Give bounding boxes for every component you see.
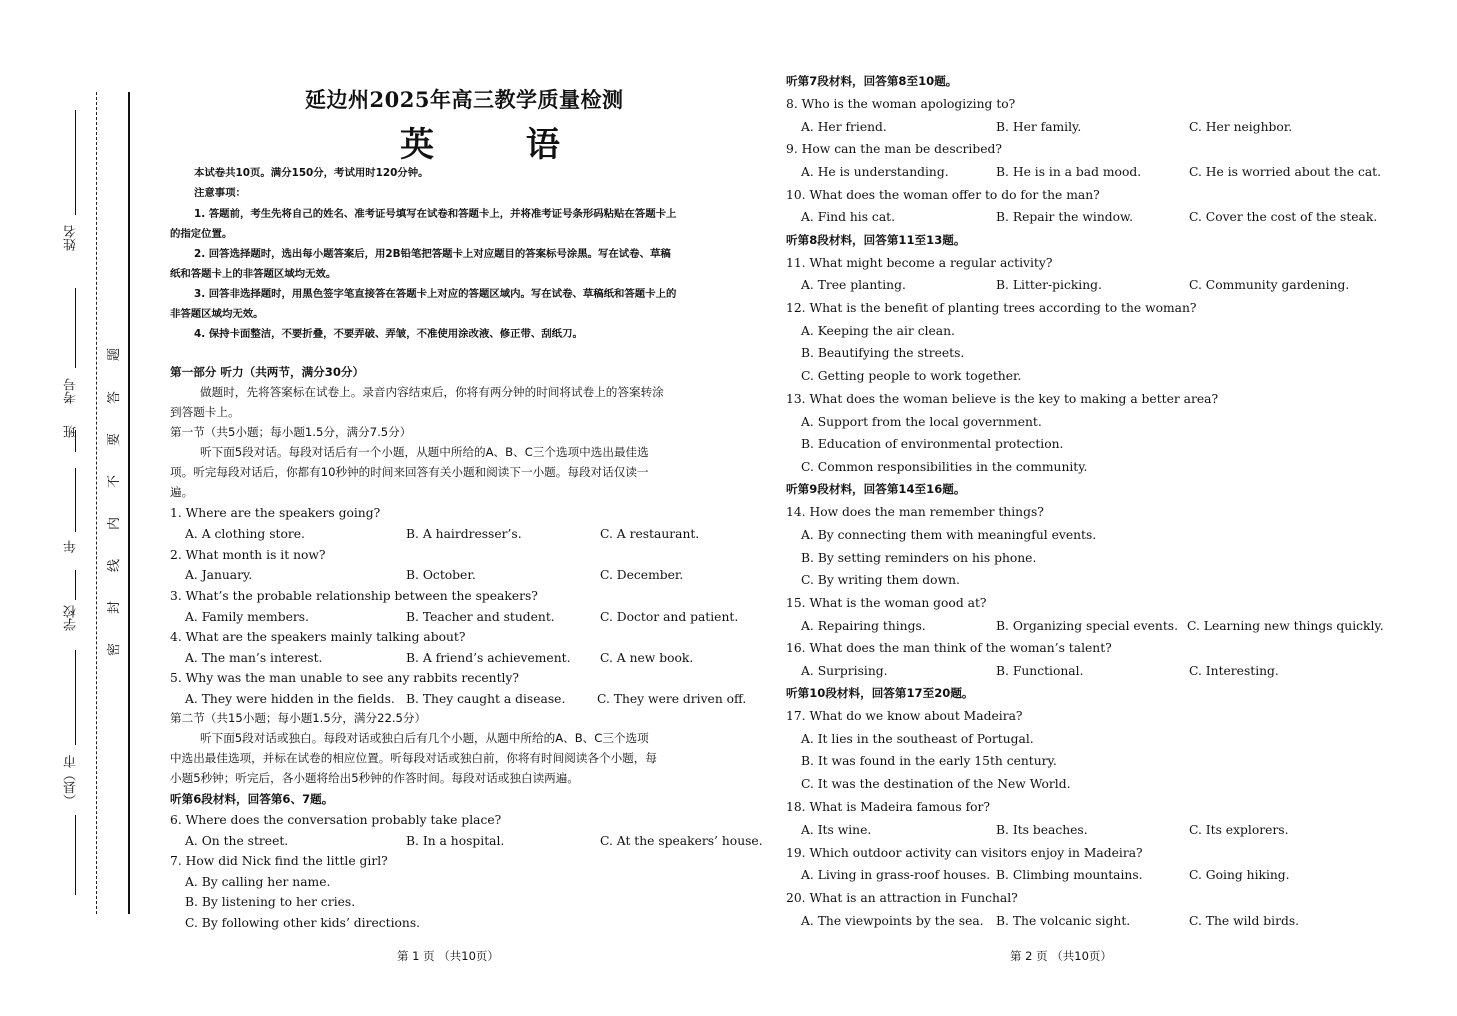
question-stem: 11. What might become a regular activity?	[786, 256, 1053, 270]
school-name-blank-line	[75, 650, 76, 745]
part1-heading: 第一部分 听力（共两节，满分30分）	[170, 365, 365, 379]
option-c: C. December.	[600, 568, 684, 582]
option-c: C. It was the destination of the New World.	[801, 777, 1071, 791]
option-c: C. Community gardening.	[1189, 278, 1350, 292]
grade-blank-line	[75, 468, 76, 532]
material-7-heading: 听第7段材料，回答第8至10题。	[786, 74, 958, 88]
option-b: B. Education of environmental protection.	[801, 437, 1064, 451]
seal-word: 内	[107, 516, 123, 531]
question-stem: 13. What does the woman believe is the key to making a better area?	[786, 392, 1219, 406]
option-a: A. Support from the local government.	[801, 415, 1042, 429]
material-6-heading: 听第6段材料，回答第6、7题。	[170, 792, 334, 806]
option-a: A. On the street.	[185, 834, 289, 848]
question-stem: 7. How did Nick find the little girl?	[170, 854, 388, 868]
question-stem: 18. What is Madeira famous for?	[786, 800, 990, 814]
option-b: B. Its beaches.	[996, 823, 1088, 837]
question-stem: 15. What is the woman good at?	[786, 596, 987, 610]
question-stem: 6. Where does the conversation probably take place?	[170, 813, 502, 827]
city-blank-line	[75, 815, 76, 895]
option-a: A. Repairing things.	[801, 619, 926, 633]
material-10-heading: 听第10段材料，回答第17至20题。	[786, 686, 974, 700]
part1-intro: 做题时，先将答案标在试卷上。录音内容结束后，你将有两分钟的时间将试卷上的答案转涂	[200, 385, 664, 399]
question-stem: 3. What’s the probable relationship between the speakers?	[170, 589, 538, 603]
notice-line: 非答题区域均无效。	[170, 308, 264, 320]
question-stem: 9. How can the man be described?	[786, 142, 1002, 156]
option-b: B. Repair the window.	[996, 210, 1133, 224]
option-b: B. Litter-picking.	[996, 278, 1102, 292]
material-9-heading: 听第9段材料，回答第14至16题。	[786, 482, 966, 496]
option-c: C. By following other kids’ directions.	[185, 916, 421, 930]
question-stem: 12. What is the benefit of planting trees according to the woman?	[786, 301, 1197, 315]
option-a: A. Its wine.	[801, 823, 872, 837]
subject-title: 英 语	[400, 125, 600, 165]
option-b: B. Beautifying the streets.	[801, 346, 965, 360]
section2-directions: 中选出最佳选项，并标在试卷的相应位置。听每段对话或独白前，你将有时间阅读各个小题，每	[170, 751, 657, 765]
option-a: A. The man’s interest.	[185, 651, 323, 665]
option-c: C. They were driven off.	[597, 692, 747, 706]
option-b: B. Organizing special events.	[996, 619, 1179, 633]
option-a: A. It lies in the southeast of Portugal.	[801, 732, 1034, 746]
part1-intro: 到答题卡上。	[170, 405, 240, 419]
option-b: B. They caught a disease.	[406, 692, 566, 706]
option-c: C. Getting people to work together.	[801, 369, 1022, 383]
question-stem: 10. What does the woman offer to do for the man?	[786, 188, 1100, 202]
option-a: A. He is understanding.	[801, 165, 949, 179]
option-b: B. The volcanic sight.	[996, 914, 1131, 928]
option-b: B. Climbing mountains.	[996, 868, 1143, 882]
option-b: B. A friend’s achievement.	[406, 651, 571, 665]
margin-solid-line	[128, 92, 130, 914]
option-b: B. In a hospital.	[406, 834, 505, 848]
section1-directions: 听下面5段对话。每段对话后有一个小题，从题中所给的A、B、C三个选项中选出最佳选	[200, 445, 649, 459]
option-b: B. Her family.	[996, 120, 1082, 134]
notice-line: 1. 答题前，考生先将自己的姓名、准考证号填写在试卷和答题卡上，并将准考证号条形码粘贴在答题卡上	[194, 208, 677, 220]
option-b: B. He is in a bad mood.	[996, 165, 1142, 179]
option-c: C. A restaurant.	[600, 527, 700, 541]
option-b: B. By listening to her cries.	[185, 895, 356, 909]
seal-word: 线	[107, 558, 123, 573]
option-c: C. The wild birds.	[1189, 914, 1300, 928]
seal-word: 答	[107, 390, 123, 405]
section1-directions: 项。听完每段对话后，你都有10秒钟的时间来回答有关小题和阅读下一小题。每段对话仅读一	[170, 465, 649, 479]
option-a: A. Find his cat.	[801, 210, 896, 224]
option-a: A. By connecting them with meaningful events.	[801, 528, 1097, 542]
option-c: C. He is worried about the cat.	[1189, 165, 1382, 179]
notice-line: 2. 回答选择题时，选出每小题答案后，用2B铅笔把答题卡上对应题目的答案标号涂黑。写在试卷、草稿	[194, 248, 671, 260]
option-c: C. Its explorers.	[1189, 823, 1289, 837]
option-c: C. Common responsibilities in the community.	[801, 460, 1088, 474]
seal-word: 要	[107, 432, 123, 447]
option-b: B. It was found in the early 15th century.	[801, 754, 1057, 768]
notice-line: 纸和答题卡上的非答题区域均无效。	[170, 268, 337, 280]
option-b: B. A hairdresser’s.	[406, 527, 522, 541]
question-stem: 16. What does the man think of the woman’s talent?	[786, 641, 1112, 655]
seal-word: 封	[107, 600, 123, 615]
section2-directions: 小题5秒钟；听完后，各小题将给出5秒钟的作答时间。每段对话或独白读两遍。	[170, 771, 579, 785]
city-label: （县）市	[64, 755, 79, 807]
school-blank-line	[75, 570, 76, 600]
section2-directions: 听下面5段对话或独白。每段对话或独白后有几个小题，从题中所给的A、B、C三个选项	[200, 731, 649, 745]
class-label: 班	[64, 425, 79, 438]
option-c: C. A new book.	[600, 651, 694, 665]
question-stem: 19. Which outdoor activity can visitors enjoy in Madeira?	[786, 846, 1143, 860]
option-c: C. Learning new things quickly.	[1187, 619, 1384, 633]
name-label: 姓名	[64, 225, 79, 251]
notice-line: 4. 保持卡面整洁，不要折叠，不要弄破、弄皱，不准使用涂改液、修正带、刮纸刀。	[194, 328, 583, 340]
option-c: C. Interesting.	[1189, 664, 1279, 678]
question-stem: 20. What is an attraction in Funchal?	[786, 891, 1018, 905]
option-a: A. Her friend.	[801, 120, 887, 134]
option-b: B. By setting reminders on his phone.	[801, 551, 1037, 565]
question-stem: 8. Who is the woman apologizing to?	[786, 97, 1016, 111]
question-stem: 2. What month is it now?	[170, 548, 326, 562]
option-a: A. The viewpoints by the sea.	[801, 914, 984, 928]
option-a: A. January.	[185, 568, 253, 582]
question-stem: 4. What are the speakers mainly talking about?	[170, 630, 466, 644]
option-c: C. At the speakers’ house.	[600, 834, 763, 848]
option-a: A. Keeping the air clean.	[801, 324, 955, 338]
page-1-footer: 第 1 页 （共10页）	[397, 949, 499, 963]
option-c: C. Her neighbor.	[1189, 120, 1293, 134]
option-a: A. A clothing store.	[185, 527, 305, 541]
section1-directions: 遍。	[170, 485, 194, 499]
name-blank-line	[75, 110, 76, 215]
question-stem: 17. What do we know about Madeira?	[786, 709, 1023, 723]
question-stem: 5. Why was the man unable to see any rabbits recently?	[170, 671, 519, 685]
exam-intro: 本试卷共10页。满分150分，考试用时120分钟。	[194, 167, 429, 179]
material-8-heading: 听第8段材料，回答第11至13题。	[786, 233, 966, 247]
option-a: A. Living in grass-roof houses.	[801, 868, 991, 882]
notice-line: 3. 回答非选择题时，用黑色签字笔直接答在答题卡上对应的答题区域内。写在试卷、草稿纸和答题卡上的	[194, 288, 677, 300]
seal-word: 密	[107, 642, 123, 657]
exam-title: 延边州2025年高三教学质量检测	[305, 87, 624, 112]
school-label: 学校	[64, 605, 79, 631]
binding-margin	[0, 0, 140, 1016]
option-b: B. Teacher and student.	[406, 610, 555, 624]
option-c: C. Doctor and patient.	[600, 610, 739, 624]
option-a: A. By calling her name.	[185, 875, 331, 889]
question-stem: 1. Where are the speakers going?	[170, 506, 381, 520]
seal-word: 不	[107, 474, 123, 489]
exam-no-blank-line	[75, 288, 76, 368]
option-c: C. Cover the cost of the steak.	[1189, 210, 1378, 224]
option-a: A. Family members.	[185, 610, 309, 624]
exam-no-label: 考号	[64, 378, 79, 404]
seal-word: 题	[107, 347, 123, 362]
option-c: C. By writing them down.	[801, 573, 960, 587]
page-2-footer: 第 2 页 （共10页）	[1010, 949, 1112, 963]
grade-label: 年	[64, 540, 79, 553]
question-stem: 14. How does the man remember things?	[786, 505, 1044, 519]
option-a: A. Tree planting.	[801, 278, 906, 292]
option-b: B. October.	[406, 568, 476, 582]
notice-line: 的指定位置。	[170, 228, 233, 240]
margin-dashed-line	[96, 92, 97, 914]
section1-heading: 第一节（共5小题；每小题1.5分，满分7.5分）	[170, 425, 412, 439]
option-a: A. Surprising.	[801, 664, 888, 678]
notice-title: 注意事项：	[194, 187, 246, 199]
option-a: A. They were hidden in the fields.	[185, 692, 395, 706]
option-b: B. Functional.	[996, 664, 1084, 678]
section2-heading: 第二节（共15小题；每小题1.5分，满分22.5分）	[170, 711, 427, 725]
option-c: C. Going hiking.	[1189, 868, 1290, 882]
